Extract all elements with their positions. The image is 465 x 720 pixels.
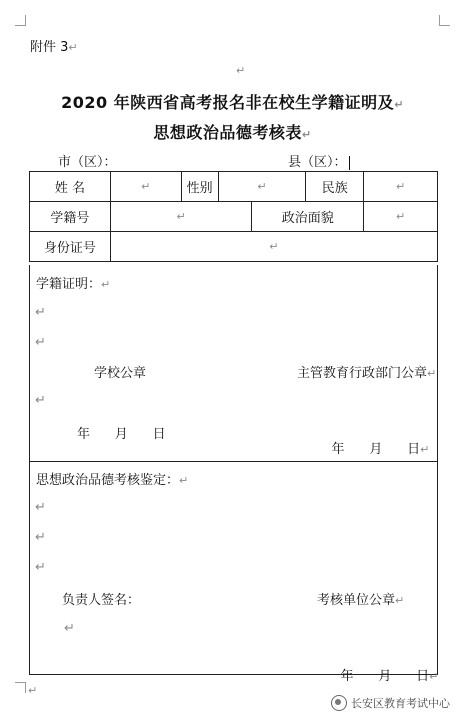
table-row [30,172,438,202]
paragraph-mark: ↵ [236,64,246,77]
paragraph-mark: ↵ [257,180,267,193]
attachment-label: 附件 3↵ [30,40,78,55]
school-seal-label: 学校公章 [94,366,147,381]
table-row [30,202,438,232]
paragraph-mark: ↵ [35,335,46,350]
paragraph-mark: ↵ [179,474,189,487]
paragraph-mark: ↵ [429,670,439,683]
paragraph-mark: ↵ [141,180,151,193]
text-cursor [349,156,350,170]
crop-mark-top-right [439,15,450,26]
paragraph-mark: ↵ [301,128,312,141]
unit-seal-label: 考核单位公章↵ [317,593,405,608]
paragraph-mark: ↵ [427,367,437,380]
gender-label: 性别 [181,172,218,202]
paragraph-mark: ↵ [269,240,279,253]
paragraph-mark: ↵ [101,278,111,291]
moral-section-title: 思想政治品德考核鉴定：↵ [36,473,189,488]
wechat-logo-icon [331,695,347,711]
paragraph-mark: ↵ [28,684,38,697]
paragraph-mark: ↵ [35,393,46,408]
paragraph-mark: ↵ [35,305,46,320]
student-id-field[interactable] [110,202,252,232]
paragraph-mark: ↵ [395,180,406,193]
paragraph-mark: ↵ [68,41,78,54]
document-title-line2: 思想政治品德考核表↵ [153,123,312,142]
county-label: 县（区）： [288,151,350,170]
paragraph-mark: ↵ [35,530,46,545]
paragraph-mark: ↵ [394,98,404,111]
authority-seal-label: 主管教育行政部门公章↵ [297,366,437,381]
status-certificate-section[interactable] [29,265,438,462]
ethnicity-field[interactable] [364,172,438,202]
watermark-text: 长安区教育考试中心 [351,697,450,710]
id-number-field[interactable] [110,232,437,262]
signature-label: 负责人签名： [62,593,141,608]
name-field[interactable] [110,172,181,202]
paragraph-mark: ↵ [64,621,75,636]
crop-mark-top-left [15,15,26,26]
city-label: 市（区）： [58,155,117,170]
student-info-table [29,171,438,262]
paragraph-mark: ↵ [35,560,46,575]
gender-field[interactable] [218,172,306,202]
paragraph-mark: ↵ [420,443,430,456]
watermark [328,694,453,712]
paragraph-mark: ↵ [35,500,46,515]
paragraph-mark: ↵ [176,210,186,223]
political-label: 政治面貌 [252,202,364,232]
table-row [30,232,438,262]
political-field[interactable] [364,202,438,232]
authority-date: 年 月 日↵ [331,442,430,457]
moral-assessment-section[interactable] [29,461,439,684]
id-number-label: 身份证号 [30,232,111,262]
paragraph-mark: ↵ [395,210,406,223]
student-id-label: 学籍号 [30,202,111,232]
paragraph-mark: ↵ [395,594,405,607]
school-date: 年 月 日 [77,427,166,442]
ethnicity-label: 民族 [306,172,364,202]
name-label: 姓 名 [30,172,111,202]
status-section-title: 学籍证明：↵ [36,277,111,292]
unit-date: 年 月 日↵ [340,669,439,684]
document-title-line1: 2020 年陕西省高考报名非在校生学籍证明及↵ [61,93,404,112]
crop-mark-bottom-left [15,682,26,693]
